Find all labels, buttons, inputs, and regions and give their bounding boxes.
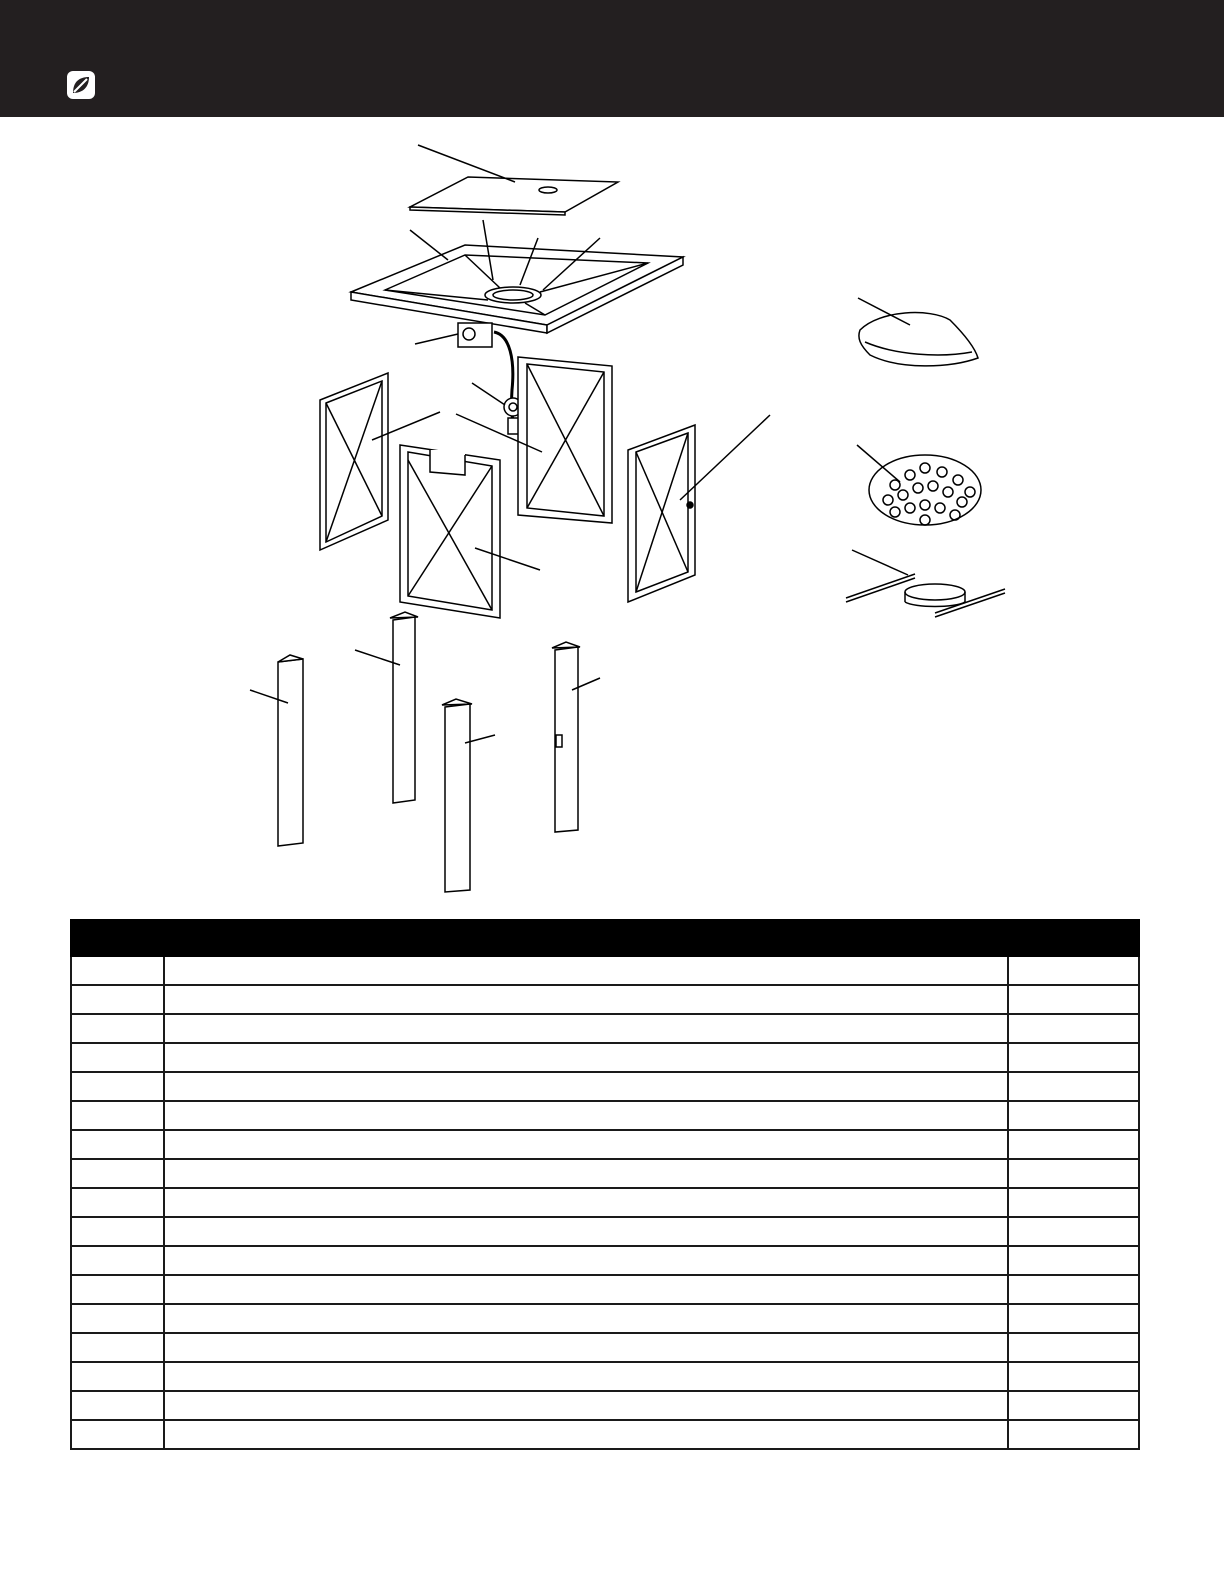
header-quantity xyxy=(1008,920,1139,956)
cell-part xyxy=(71,1101,164,1130)
cell-quantity xyxy=(1008,985,1139,1014)
table-row xyxy=(71,956,1139,985)
cell-part xyxy=(71,1072,164,1101)
cell-part xyxy=(71,1420,164,1449)
cell-description xyxy=(164,1362,1008,1391)
cell-part xyxy=(71,1362,164,1391)
header-part xyxy=(71,920,164,956)
table-row xyxy=(71,1420,1139,1449)
cell-part xyxy=(71,1304,164,1333)
cell-quantity xyxy=(1008,1275,1139,1304)
cell-quantity xyxy=(1008,1188,1139,1217)
cell-part xyxy=(71,1391,164,1420)
leg-3 xyxy=(442,699,495,892)
cell-quantity xyxy=(1008,1420,1139,1449)
exploded-parts-diagram xyxy=(0,120,1224,900)
table-row xyxy=(71,1391,1139,1420)
table-row xyxy=(71,1333,1139,1362)
table-row xyxy=(71,1217,1139,1246)
table-row xyxy=(71,1101,1139,1130)
parts-list-table xyxy=(70,919,1140,1450)
table-row xyxy=(71,1275,1139,1304)
cell-part xyxy=(71,1246,164,1275)
table-row xyxy=(71,1188,1139,1217)
leg-4 xyxy=(552,642,600,832)
cell-part xyxy=(71,1188,164,1217)
table-row xyxy=(71,1246,1139,1275)
side-panel-right-door xyxy=(628,415,770,602)
table-header-row xyxy=(71,920,1139,956)
cell-quantity xyxy=(1008,1014,1139,1043)
cell-description xyxy=(164,1043,1008,1072)
cell-quantity xyxy=(1008,1304,1139,1333)
cell-description xyxy=(164,1014,1008,1043)
cell-part xyxy=(71,1275,164,1304)
header-band xyxy=(0,0,1224,117)
leg-1 xyxy=(250,655,303,846)
cell-part xyxy=(71,1130,164,1159)
cell-part xyxy=(71,1217,164,1246)
cell-description xyxy=(164,1072,1008,1101)
cell-description xyxy=(164,1188,1008,1217)
cell-description xyxy=(164,1275,1008,1304)
cell-quantity xyxy=(1008,1362,1139,1391)
cell-description xyxy=(164,1420,1008,1449)
cell-description xyxy=(164,1130,1008,1159)
cell-quantity xyxy=(1008,1333,1139,1362)
table-top xyxy=(351,220,683,333)
cell-quantity xyxy=(1008,1130,1139,1159)
table-row xyxy=(71,1159,1139,1188)
table-row xyxy=(71,1072,1139,1101)
cell-description xyxy=(164,956,1008,985)
cell-quantity xyxy=(1008,1217,1139,1246)
cell-description xyxy=(164,1391,1008,1420)
table-row xyxy=(71,985,1139,1014)
cell-description xyxy=(164,1333,1008,1362)
leaf-icon xyxy=(66,70,96,100)
table-row xyxy=(71,1304,1139,1333)
table-row xyxy=(71,1014,1139,1043)
cell-part xyxy=(71,1043,164,1072)
cell-quantity xyxy=(1008,1159,1139,1188)
cell-description xyxy=(164,1217,1008,1246)
header-description xyxy=(164,920,1008,956)
table-row xyxy=(71,1043,1139,1072)
table-row xyxy=(71,1362,1139,1391)
cell-part xyxy=(71,985,164,1014)
cell-quantity xyxy=(1008,1246,1139,1275)
lava-rocks xyxy=(857,445,981,525)
cell-description xyxy=(164,985,1008,1014)
cell-part xyxy=(71,1014,164,1043)
cell-quantity xyxy=(1008,1101,1139,1130)
cell-description xyxy=(164,1101,1008,1130)
leg-2 xyxy=(355,612,418,803)
cell-quantity xyxy=(1008,1391,1139,1420)
cell-description xyxy=(164,1246,1008,1275)
cover xyxy=(858,298,978,366)
cell-part xyxy=(71,1159,164,1188)
cell-quantity xyxy=(1008,1072,1139,1101)
igniter-and-regulator xyxy=(415,323,522,434)
table-row xyxy=(71,1130,1139,1159)
cell-part xyxy=(71,1333,164,1362)
cell-description xyxy=(164,1304,1008,1333)
cell-part xyxy=(71,956,164,985)
cell-description xyxy=(164,1159,1008,1188)
lid-cover xyxy=(410,145,618,215)
cell-quantity xyxy=(1008,1043,1139,1072)
tank-support xyxy=(846,550,1005,617)
cell-quantity xyxy=(1008,956,1139,985)
